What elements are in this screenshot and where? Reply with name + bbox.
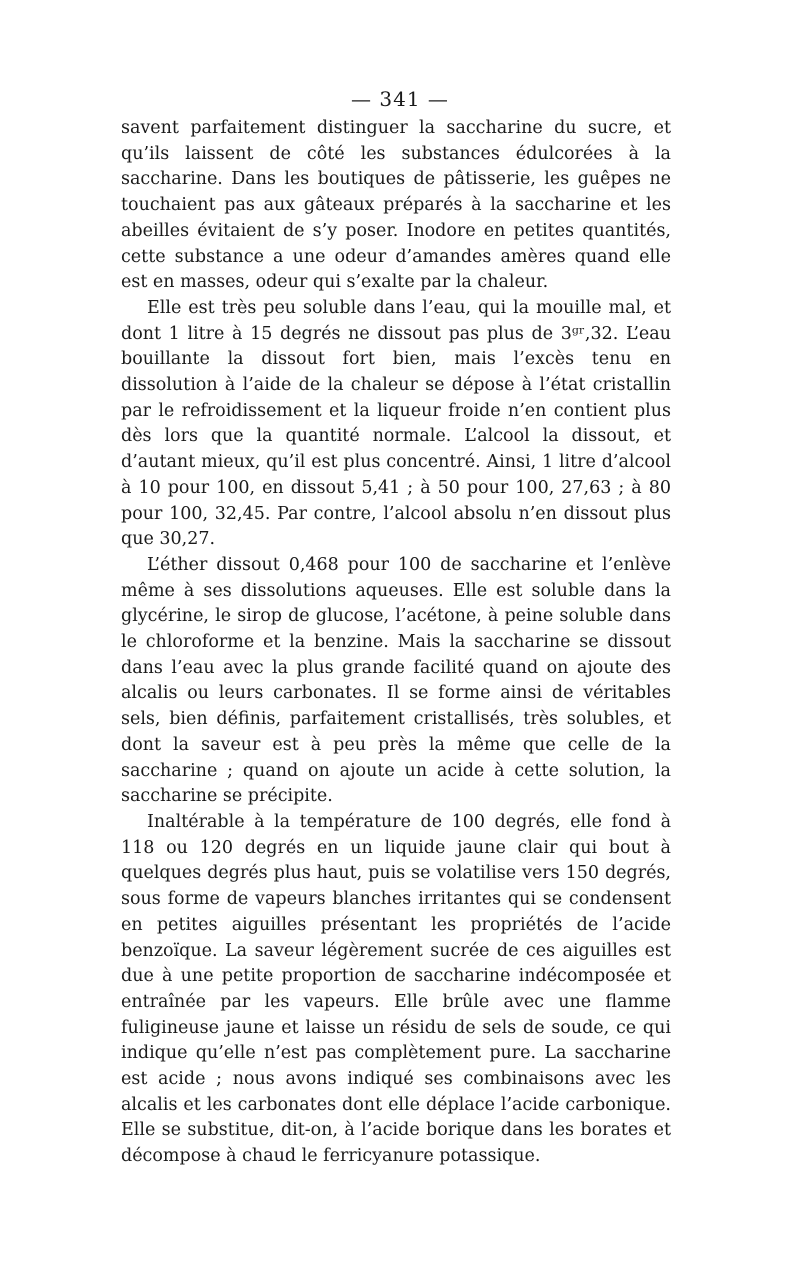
paragraph-solubility-ether: L’éther dissout 0,468 pour 100 de saccharine et l’enlève même à ses dissolutions aqueuses. Elle est soluble dans la glycérine, le sirop de glucose, l’acétone, à peine soluble dans le chloroforme et la benzine. Mais la saccharine se dissout dans l’eau avec la plus grande facilité quand on ajoute des alcalis ou leurs carbonates. Il se forme ainsi de véritables sels, bien définis, parfaitement cristallisés, très solubles, et dont la saveur est à peu près la même que celle de la saccharine ; quand on ajoute un acide à cette solution, la saccharine se précipite. [121, 554, 671, 807]
paragraph-continued: savent parfaitement distinguer la saccharine du sucre, et qu’ils laissent de côté les substances édulcorées à la saccharine. Dans les boutiques de pâtisserie, les guêpes ne touchaient pas aux gâteaux préparés à la saccharine et les abeilles évitaient de s’y poser. Inodore en petites quantités, cette substance a une odeur d’amandes amères quand elle est en masses, odeur qui s’exalte par la chaleur. [121, 118, 671, 293]
text-body [121, 116, 671, 1170]
paragraph-heat-properties: Inaltérable à la température de 100 degrés, elle fond à 118 ou 120 degrés en un liquide jaune clair qui bout à quelques degrés plus haut, puis se volatilise vers 150 degrés, sous forme de vapeurs blanches irritantes qui se condensent en petites aiguilles présentant les propriétés de l’acide benzoïque. La saveur légèrement sucrée de ces aiguilles est due à une petite proportion de saccharine indécomposée et entraînée par les vapeurs. Elle brûle avec une flamme fuligineuse jaune et laisse un résidu de sels de soude, ce qui indique qu’elle n’est pas complètement pure. La saccharine est acide ; nous avons indiqué ses combinaisons avec les alcalis et les carbonates dont elle déplace l’acide carbonique. Elle se substitue, dit-on, à l’acide borique dans les borates et décompose à chaud le ferricyanure potassique. [121, 811, 671, 1167]
page-number: — 341 — [351, 87, 449, 111]
paragraph-solubility-water: Elle est très peu soluble dans l’eau, qui la mouille mal, et dont 1 litre à 15 degrés ne dissout pas plus de 3ᵍʳ,32. L’eau bouillante la dissout fort bien, mais l’excès tenu en dissolution à l’aide de la chaleur se dépose à l’état cristallin par le refroidissement et la liqueur froide n’en contient plus dès lors que la quantité normale. L’alcool la dissout, et d’autant mieux, qu’il est plus concentré. Ainsi, 1 litre d’alcool à 10 pour 100, en dissout 5,41 ; à 50 pour 100, 27,63 ; à 80 pour 100, 32,45. Par contre, l’alcool absolu n’en dissout plus que 30,27. [121, 297, 671, 550]
